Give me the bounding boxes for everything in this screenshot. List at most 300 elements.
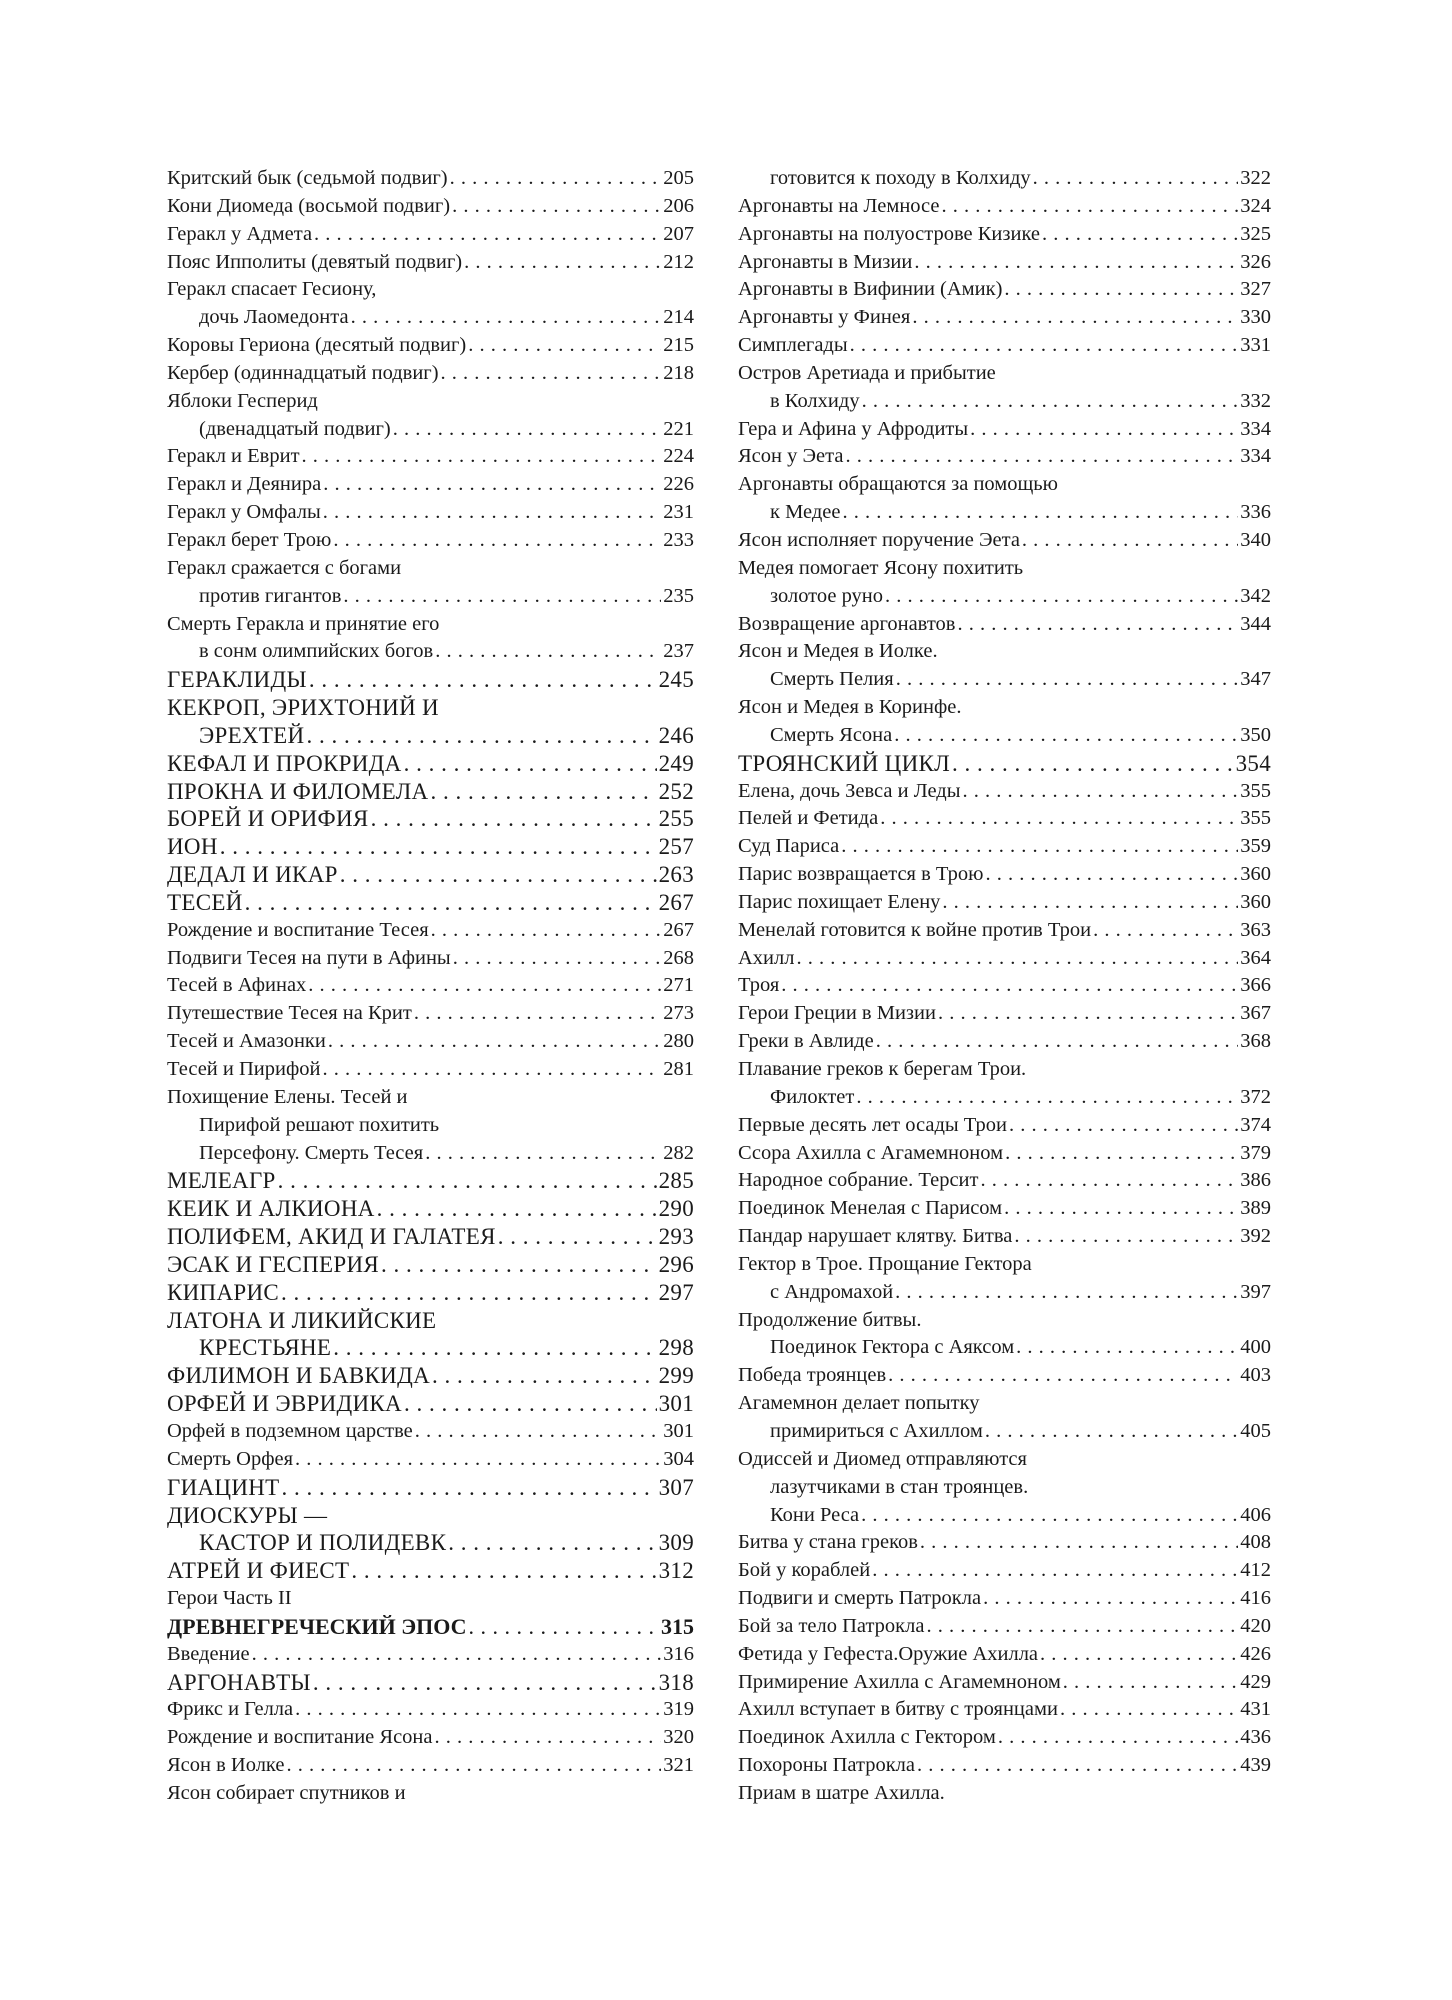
toc-page-number: 282 <box>663 1141 694 1164</box>
toc-line <box>738 666 1271 694</box>
toc-entry-title: Поединок Менелая с Парисом <box>738 1197 1003 1220</box>
toc-line <box>738 1669 1271 1697</box>
toc-page-number: 320 <box>663 1726 694 1749</box>
toc-page-number: 334 <box>1240 417 1271 440</box>
toc-entry-title: Геракл у Омфалы <box>167 501 321 524</box>
toc-entry-title: лазутчиками в стан троянцев. <box>770 1475 1029 1498</box>
toc-entry-title: Пелей и Фетида <box>738 807 879 830</box>
toc-line <box>738 1502 1271 1530</box>
toc-page-number: 245 <box>658 667 694 693</box>
toc-entry <box>738 1752 1271 1780</box>
toc-line <box>738 1334 1271 1362</box>
toc-entry-title: ГЕРАКЛИДЫ <box>167 667 307 693</box>
toc-entry <box>738 1585 1271 1613</box>
toc-line <box>738 1140 1271 1168</box>
dot-leader <box>1042 221 1238 249</box>
dot-leader <box>843 499 1239 527</box>
dot-leader <box>1040 1641 1238 1669</box>
toc-page-number: 309 <box>658 1530 694 1556</box>
dot-leader <box>302 443 662 471</box>
toc-page-number: 255 <box>658 806 694 832</box>
toc-left-column <box>167 165 694 1808</box>
toc-entry-title: ФИЛИМОН И БАВКИДА <box>167 1363 430 1389</box>
toc-line <box>167 1362 694 1390</box>
toc-entry <box>738 778 1271 806</box>
toc-entry-title: Гектор в Трое. Прощание Гектора <box>738 1252 1032 1275</box>
toc-line <box>167 388 694 416</box>
toc-line <box>738 1390 1271 1418</box>
toc-page-number: 267 <box>663 918 694 941</box>
toc-entry <box>167 972 694 1000</box>
toc-line <box>167 1223 694 1251</box>
toc-page-number: 252 <box>658 778 694 804</box>
toc-entry-title: Подвиги и смерть Патрокла <box>738 1587 982 1610</box>
toc-entry-title: КИПАРИС <box>167 1279 280 1305</box>
toc-entry <box>167 1557 694 1585</box>
toc-page-number: 304 <box>663 1447 694 1470</box>
toc-entry-title: Битва у стана греков <box>738 1531 918 1554</box>
toc-page-number: 431 <box>1240 1698 1271 1721</box>
toc-entry <box>738 1167 1271 1195</box>
dot-leader <box>1060 1696 1238 1724</box>
toc-entry-title: Персефону. Смерть Тесея <box>199 1141 424 1164</box>
toc-line <box>738 304 1271 332</box>
toc-entry-title: против гигантов <box>199 584 342 607</box>
toc-page-number: 215 <box>663 334 694 357</box>
toc-entry-title: Яблоки Гесперид <box>167 389 318 412</box>
toc-entry-title: Геракл сражается с богами <box>167 556 402 579</box>
toc-line <box>167 193 694 221</box>
toc-line <box>167 1056 694 1084</box>
toc-entry <box>738 1780 1271 1808</box>
toc-line <box>738 193 1271 221</box>
toc-entry-title: Аргонавты у Финея <box>738 306 911 329</box>
toc-line <box>167 304 694 332</box>
dot-leader <box>896 666 1239 694</box>
toc-line <box>167 1112 694 1140</box>
toc-entry <box>167 1056 694 1084</box>
dot-leader <box>841 833 1238 861</box>
toc-page-number: 319 <box>663 1698 694 1721</box>
toc-page-number: 386 <box>1240 1169 1271 1192</box>
toc-entry <box>167 1028 694 1056</box>
toc-entry <box>167 1084 694 1168</box>
toc-entry <box>167 666 694 694</box>
toc-entry <box>738 1223 1271 1251</box>
toc-entry-title: Продолжение битвы. <box>738 1308 922 1331</box>
toc-entry <box>738 471 1271 527</box>
toc-line <box>167 499 694 527</box>
toc-entry-title: ДИОСКУРЫ — <box>167 1502 328 1528</box>
toc-line <box>738 332 1271 360</box>
dot-leader <box>1004 276 1238 304</box>
toc-entry <box>167 1669 694 1697</box>
dot-leader <box>469 1613 659 1641</box>
toc-entry-title: Филоктет <box>770 1085 855 1108</box>
toc-page-number: 416 <box>1240 1587 1271 1610</box>
toc-entry-title: Смерть Орфея <box>167 1447 294 1470</box>
toc-entry-title: Ясон исполняет поручение Эета <box>738 528 1020 551</box>
toc-page-number: 318 <box>658 1669 694 1695</box>
toc-entry-title: Ясон и Медея в Коринфе. <box>738 696 962 719</box>
toc-entry-title: Ясон в Иолке <box>167 1754 285 1777</box>
toc-page-number: 312 <box>658 1558 694 1584</box>
toc-line <box>167 527 694 555</box>
toc-entry <box>738 332 1271 360</box>
toc-page-number: 324 <box>1240 194 1271 217</box>
toc-entry-title: Ссора Ахилла с Агамемноном <box>738 1141 1004 1164</box>
toc-entry <box>167 694 694 750</box>
toc-entry <box>738 527 1271 555</box>
toc-line <box>738 443 1271 471</box>
toc-entry <box>167 1474 694 1502</box>
toc-line <box>738 833 1271 861</box>
toc-line <box>167 945 694 973</box>
toc-line <box>167 638 694 666</box>
toc-entry <box>738 360 1271 416</box>
dot-leader <box>333 527 661 555</box>
toc-entry <box>167 861 694 889</box>
toc-line <box>738 1028 1271 1056</box>
toc-line <box>167 1279 694 1307</box>
toc-line <box>167 416 694 444</box>
toc-entry <box>738 694 1271 750</box>
dot-leader <box>281 1279 657 1307</box>
dot-leader <box>856 1084 1238 1112</box>
toc-line <box>738 945 1271 973</box>
dot-leader <box>942 889 1238 917</box>
dot-leader <box>314 221 661 249</box>
toc-entry-title: ИОН <box>167 834 218 860</box>
toc-entry-title: Тесей и Амазонки <box>167 1030 326 1053</box>
toc-page-number: 297 <box>658 1279 694 1305</box>
dot-leader <box>862 388 1239 416</box>
dot-leader <box>938 1000 1238 1028</box>
toc-page-number: 397 <box>1240 1280 1271 1303</box>
dot-leader <box>1022 527 1238 555</box>
toc-line <box>167 1307 694 1335</box>
toc-entry-title: ОРФЕЙ И ЭВРИДИКА <box>167 1391 402 1417</box>
toc-line <box>738 722 1271 750</box>
toc-line <box>167 1780 694 1808</box>
dot-leader <box>1004 1195 1238 1223</box>
toc-entry-title: в сонм олимпийских богов <box>199 640 434 663</box>
toc-page-number: 271 <box>663 974 694 997</box>
dot-leader <box>1063 1669 1238 1697</box>
toc-line <box>738 1084 1271 1112</box>
toc-entry-title: готовится к походу в Колхиду <box>770 167 1031 189</box>
toc-page-number: 298 <box>658 1335 694 1361</box>
dot-leader <box>351 304 662 332</box>
toc-entry <box>167 945 694 973</box>
toc-entry-title: Плавание греков к берегам Трои. <box>738 1058 1027 1080</box>
toc-line <box>167 972 694 1000</box>
toc-entry <box>738 555 1271 611</box>
toc-entry-title: Геракл у Адмета <box>167 222 313 245</box>
toc-line <box>738 165 1271 193</box>
toc-line <box>738 778 1271 806</box>
toc-entry <box>167 1613 694 1641</box>
toc-entry <box>738 945 1271 973</box>
toc-entry-title: Фетида у Гефеста.Оружие Ахилла <box>738 1642 1039 1665</box>
toc-entry <box>738 1028 1271 1056</box>
dot-leader <box>888 1362 1238 1390</box>
toc-entry <box>167 1307 694 1363</box>
toc-page-number: 237 <box>663 640 694 663</box>
toc-page-number: 400 <box>1240 1336 1271 1359</box>
toc-page-number: 235 <box>663 584 694 607</box>
toc-line <box>167 889 694 917</box>
toc-line <box>738 1724 1271 1752</box>
toc-line <box>738 1418 1271 1446</box>
dot-leader <box>861 1502 1238 1530</box>
toc-line <box>738 388 1271 416</box>
toc-page-number: 359 <box>1240 835 1271 858</box>
dot-leader <box>912 304 1238 332</box>
toc-line <box>738 1167 1271 1195</box>
toc-page-number: 231 <box>663 501 694 524</box>
toc-entry-title: Поединок Гектора с Аяксом <box>770 1336 1015 1359</box>
toc-entry-title: Геракл и Деянира <box>167 473 322 496</box>
toc-entry <box>738 1641 1271 1669</box>
toc-line <box>738 1696 1271 1724</box>
dot-leader <box>448 1529 656 1557</box>
toc-entry-title: Пандар нарушает клятву. Битва <box>738 1225 1013 1248</box>
toc-page-number: 246 <box>658 722 694 748</box>
toc-page-number: 360 <box>1240 890 1271 913</box>
toc-entry-title: ДРЕВНЕГРЕЧЕСКИЙ ЭПОС <box>167 1613 467 1639</box>
dot-leader <box>404 750 657 778</box>
toc-line <box>167 1669 694 1697</box>
toc-entry-title: Аргонавты обращаются за помощью <box>738 473 1058 496</box>
toc-entry-title: Смерть Геракла и принятие его <box>167 612 440 635</box>
toc-entry-title: Рождение и воспитание Тесея <box>167 918 429 941</box>
toc-entry <box>167 360 694 388</box>
dot-leader <box>323 471 661 499</box>
toc-line <box>738 638 1271 666</box>
dot-leader <box>393 416 662 444</box>
toc-entry-title: Введение <box>167 1642 250 1665</box>
toc-entry <box>738 276 1271 304</box>
dot-leader <box>404 1390 657 1418</box>
toc-entry-title: Народное собрание. Терсит <box>738 1169 979 1192</box>
toc-entry-title: ЭРЕХТЕЙ <box>199 722 305 748</box>
dot-leader <box>926 1613 1238 1641</box>
toc-page-number: 439 <box>1240 1754 1271 1777</box>
toc-entry-title: Геракл спасает Гесиону, <box>167 278 377 301</box>
toc-line <box>738 1223 1271 1251</box>
toc-entry-title: Остров Аретиада и прибытие <box>738 361 996 384</box>
dot-leader <box>797 945 1239 973</box>
toc-entry-title: Тесей и Пирифой <box>167 1058 321 1080</box>
toc-page-number: 206 <box>663 194 694 217</box>
toc-entry-title: Парис похищает Елену <box>738 890 941 913</box>
toc-line <box>738 527 1271 555</box>
toc-page-number: 379 <box>1240 1141 1271 1164</box>
toc-entry-title: Первые десять лет осады Трои <box>738 1113 1007 1136</box>
toc-page-number: 420 <box>1240 1614 1271 1637</box>
toc-entry <box>738 750 1271 778</box>
toc-page-number: 281 <box>663 1058 694 1080</box>
toc-page-number: 344 <box>1240 612 1271 635</box>
toc-line <box>167 1557 694 1585</box>
toc-line <box>167 1390 694 1418</box>
toc-line <box>167 805 694 833</box>
toc-page-number: 360 <box>1240 863 1271 886</box>
toc-line <box>738 499 1271 527</box>
toc-entry <box>738 1000 1271 1028</box>
toc-entry-title: Примирение Ахилла с Агамемноном <box>738 1670 1061 1693</box>
toc-entry <box>167 1195 694 1223</box>
dot-leader <box>1033 165 1239 193</box>
toc-line <box>167 1028 694 1056</box>
toc-page-number: 257 <box>658 834 694 860</box>
toc-entry-title: Елена, дочь Зевса и Леды <box>738 779 961 802</box>
toc-line <box>167 555 694 583</box>
toc-entry-title: Аргонавты в Вифинии (Амик) <box>738 278 1003 301</box>
toc-page-number: 389 <box>1240 1197 1271 1220</box>
toc-entry-title: Победа троянцев <box>738 1364 887 1387</box>
dot-leader <box>371 805 657 833</box>
toc-line <box>738 471 1271 499</box>
toc-entry-title: Одиссей и Диомед отправляются <box>738 1447 1027 1470</box>
toc-page-number: 355 <box>1240 779 1271 802</box>
toc-line <box>738 1641 1271 1669</box>
toc-line <box>167 583 694 611</box>
toc-entry-title: Тесей в Афинах <box>167 974 307 997</box>
toc-entry <box>167 1223 694 1251</box>
toc-entry-title: Приам в шатре Ахилла. <box>738 1781 945 1804</box>
toc-line <box>167 917 694 945</box>
toc-entry-title: Геракл берет Трою <box>167 528 332 551</box>
dot-leader <box>309 666 657 694</box>
toc-entry <box>738 165 1271 193</box>
toc-entry-title: ТЕСЕЙ <box>167 889 243 915</box>
toc-line <box>738 1446 1271 1474</box>
dot-leader <box>920 1529 1238 1557</box>
toc-page-number: 207 <box>663 222 694 245</box>
toc-entry <box>167 1752 694 1780</box>
dot-leader <box>340 861 657 889</box>
toc-entry-title: с Андромахой <box>770 1280 894 1303</box>
toc-entry-title: Кони Реса <box>770 1503 860 1526</box>
toc-entry <box>167 1502 694 1558</box>
dot-leader <box>425 1140 661 1168</box>
toc-line <box>167 360 694 388</box>
toc-entry-title: Аргонавты в Мизии <box>738 250 913 273</box>
toc-line <box>738 1557 1271 1585</box>
toc-entry <box>167 499 694 527</box>
toc-entry <box>167 221 694 249</box>
dot-leader <box>351 1557 656 1585</box>
toc-entry-title: КАСТОР И ПОЛИДЕВК <box>199 1530 447 1556</box>
toc-entry <box>738 1446 1271 1530</box>
dot-leader <box>464 249 661 277</box>
toc-line <box>738 1195 1271 1223</box>
toc-entry-title: Рождение и воспитание Ясона <box>167 1726 433 1749</box>
dot-leader <box>970 416 1238 444</box>
dot-leader <box>895 1279 1238 1307</box>
toc-entry-title: примириться с Ахиллом <box>770 1419 983 1442</box>
dot-leader <box>323 1056 662 1084</box>
dot-leader <box>220 833 657 861</box>
toc-entry <box>167 1696 694 1724</box>
toc-entry <box>738 1307 1271 1363</box>
toc-line <box>738 750 1271 778</box>
toc-line <box>167 611 694 639</box>
dot-leader <box>308 972 661 1000</box>
toc-page-number: 224 <box>663 445 694 468</box>
toc-entry-title: Гера и Афина у Афродиты <box>738 417 969 440</box>
toc-entry-title: Герои Часть II <box>167 1587 292 1610</box>
toc-entry <box>167 1251 694 1279</box>
toc-page-number: 226 <box>663 473 694 496</box>
toc-entry <box>738 221 1271 249</box>
toc-entry-title: Аргонавты на Лемносе <box>738 194 940 217</box>
toc-entry <box>738 611 1271 639</box>
toc-line <box>738 694 1271 722</box>
toc-line <box>167 1446 694 1474</box>
toc-page-number: 325 <box>1240 222 1271 245</box>
dot-leader <box>430 778 656 806</box>
dot-leader <box>894 722 1238 750</box>
toc-line <box>167 778 694 806</box>
toc-entry-title: МЕЛЕАГР <box>167 1168 276 1194</box>
toc-entry <box>738 861 1271 889</box>
toc-entry <box>738 1529 1271 1557</box>
toc-entry-title: Бой у кораблей <box>738 1559 871 1582</box>
toc-entry-title: Пояс Ипполиты (девятый подвиг) <box>167 250 463 273</box>
toc-page-number: 372 <box>1240 1085 1271 1108</box>
dot-leader <box>952 750 1234 778</box>
toc-entry-title: Троя <box>738 974 780 997</box>
toc-entry <box>738 1696 1271 1724</box>
toc-line <box>738 1000 1271 1028</box>
toc-page-number: 366 <box>1240 974 1271 997</box>
dot-leader <box>328 1028 661 1056</box>
toc-entry <box>167 276 694 332</box>
toc-right-column <box>738 165 1271 1808</box>
dot-leader <box>880 805 1238 833</box>
dot-leader <box>295 1696 661 1724</box>
toc-page-number: 315 <box>661 1613 694 1639</box>
toc-entry <box>738 1390 1271 1446</box>
toc-entry-title: Поединок Ахилла с Гектором <box>738 1726 996 1749</box>
toc-line <box>738 276 1271 304</box>
toc-entry <box>738 1669 1271 1697</box>
dot-leader <box>450 165 662 193</box>
toc-entry <box>738 443 1271 471</box>
toc-line <box>738 221 1271 249</box>
toc-entry-title: Герои Греции в Мизии <box>738 1002 936 1025</box>
toc-entry-title: Смерть Ясона <box>770 723 893 746</box>
toc-page-number: 334 <box>1240 445 1271 468</box>
toc-page-number: 296 <box>658 1251 694 1277</box>
toc-entry <box>167 1418 694 1446</box>
toc-page-number: 221 <box>663 417 694 440</box>
toc-line <box>167 1251 694 1279</box>
toc-page-number: 290 <box>658 1196 694 1222</box>
toc-entry-title: Похищение Елены. Тесей и <box>167 1085 408 1108</box>
toc-line <box>167 1418 694 1446</box>
toc-page-number: 406 <box>1240 1503 1271 1526</box>
dot-leader <box>885 583 1238 611</box>
toc-entry <box>167 917 694 945</box>
dot-leader <box>985 861 1238 889</box>
toc-entry-title: Симплегады <box>738 334 848 357</box>
toc-entry <box>167 611 694 667</box>
toc-entry <box>738 1724 1271 1752</box>
